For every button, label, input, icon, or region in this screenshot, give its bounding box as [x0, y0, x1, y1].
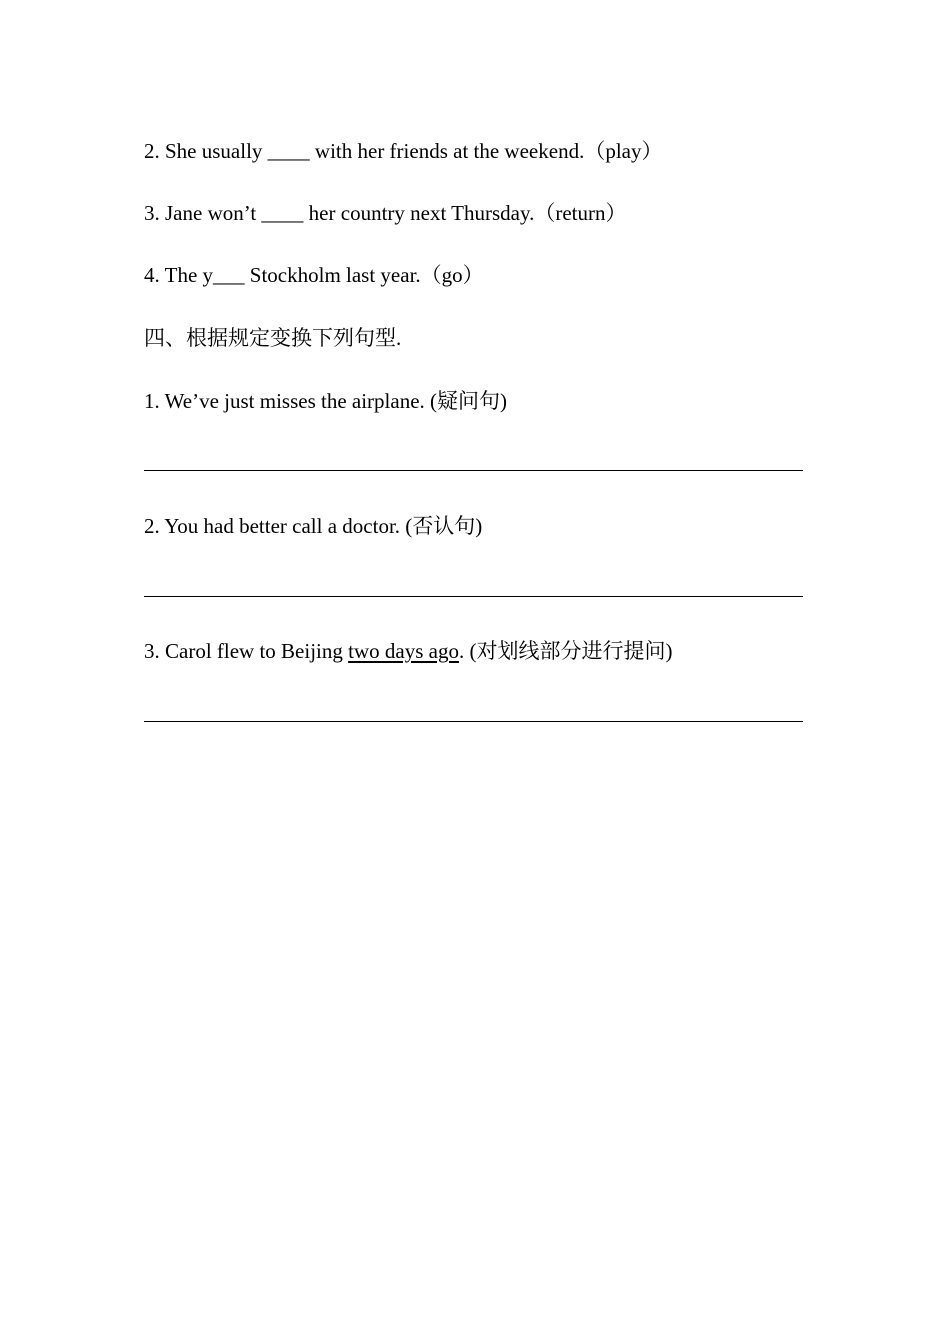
question-3-text-after: . (对划线部分进行提问) — [458, 639, 673, 663]
transform-question-2: 2. You had better call a doctor. (否认句) — [144, 514, 483, 538]
fill-in-question-2: 2. She usually ____ with her friends at the weekend.（play） — [144, 139, 663, 163]
fill-in-question-3: 3. Jane won’t ____ her country next Thursday.（return） — [144, 201, 627, 225]
answer-line-3 — [144, 721, 803, 722]
answer-line-2 — [144, 596, 803, 597]
question-3-text-before: 3. Carol flew to Beijing — [144, 639, 349, 663]
question-3-underlined-phrase: two days ago — [348, 639, 459, 663]
answer-line-1 — [144, 470, 803, 471]
fill-in-question-4: 4. The y___ Stockholm last year.（go） — [144, 263, 484, 287]
transform-question-3 — [144, 638, 672, 664]
transform-question-1: 1. We’ve just misses the airplane. (疑问句) — [144, 389, 508, 413]
section-four-heading: 四、根据规定变换下列句型. — [144, 326, 402, 350]
